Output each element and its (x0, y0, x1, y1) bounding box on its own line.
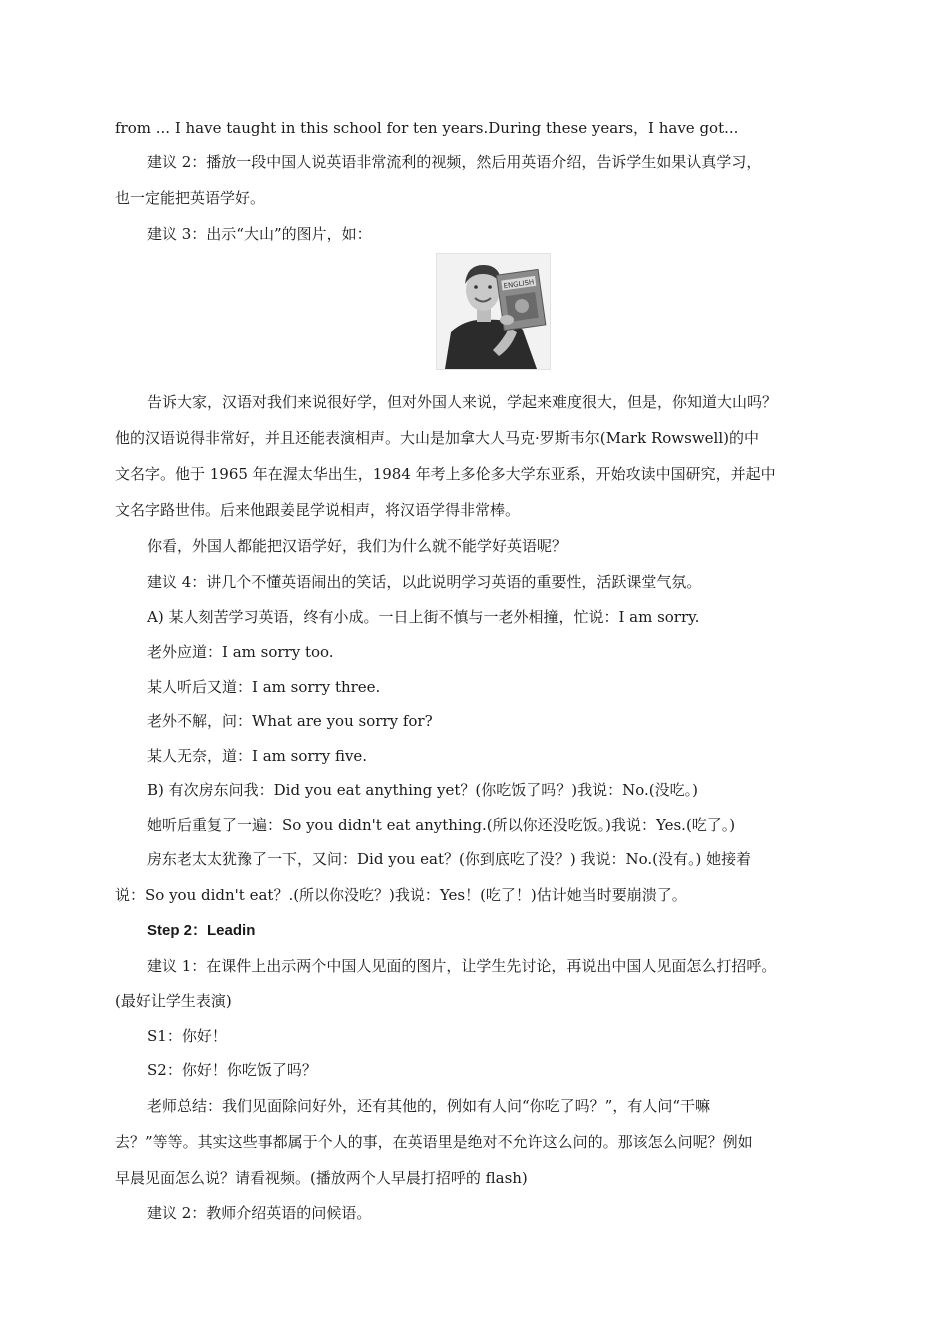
text-line-9: 你看，外国人都能把汉语学好，我们为什么就不能学好英语呢？ (147, 537, 568, 555)
text-line-4: 建议 3：出示“大山”的图片，如： (147, 225, 372, 243)
text-line-7: 文名字。他于 1965 年在渥太华出生，1984 年考上多伦多大学东亚系，开始攻读中国研究，并起中 (115, 465, 776, 483)
text-line-6: 他的汉语说得非常好，并且还能表演相声。大山是加拿大人马克·罗斯韦尔(Mark Rowswell)的中 (115, 429, 759, 447)
text-line-13: 某人听后又道：I am sorry three. (147, 678, 381, 696)
text-line-8: 文名字路世伟。后来他跟姜昆学说相声，将汉语学得非常棒。 (115, 501, 521, 519)
text-line-18: 房东老太太犹豫了一下，又问：Did you eat？(你到底吃了没？) 我说：No.(没有。) 她接着 (147, 850, 752, 868)
text-line-10: 建议 4：讲几个不懂英语闹出的笑话，以此说明学习英语的重要性，活跃课堂气氛。 (147, 573, 702, 591)
text-line-25: 老师总结：我们见面除问好外，还有其他的，例如有人问“你吃了吗？”，有人问“干嘛 (147, 1097, 711, 1115)
text-line-14: 老外不解，问：What are you sorry for? (147, 712, 433, 730)
text-line-11: A) 某人刻苦学习英语，终有小成。一日上街不慎与一老外相撞，忙说：I am sorry. (147, 608, 700, 626)
text-line-3: 也一定能把英语学好。 (115, 189, 266, 207)
text-line-24: S2：你好！你吃饭了吗？ (147, 1061, 317, 1079)
person-holding-book-illustration (437, 254, 550, 369)
text-line-23: S1：你好！ (147, 1027, 227, 1045)
book-title-text: ENGLISH (503, 278, 535, 291)
text-line-2: 建议 2：播放一段中国人说英语非常流利的视频，然后用英语介绍，告诉学生如果认真学习， (147, 153, 762, 171)
text-line-15: 某人无奈，道：I am sorry five. (147, 747, 368, 765)
text-line-17: 她听后重复了一遍：So you didn't eat anything.(所以你还没吃饭。)我说：Yes.(吃了。) (147, 816, 736, 834)
text-line-1: from ... I have taught in this school for ten years.During these years，I have got... (115, 119, 739, 137)
text-line-19: 说：So you didn't eat？.(所以你没吃？)我说：Yes！(吃了！)估计她当时要崩溃了。 (115, 886, 687, 904)
text-line-12: 老外应道：I am sorry too. (147, 643, 334, 661)
text-line-21: 建议 1：在课件上出示两个中国人见面的图片，让学生先讨论，再说出中国人见面怎么打招呼。 (147, 957, 777, 975)
text-line-16: B) 有次房东问我：Did you eat anything yet？(你吃饭了吗？)我说：No.(没吃。) (147, 781, 698, 799)
text-line-22: (最好让学生表演) (115, 992, 232, 1010)
text-line-5: 告诉大家，汉语对我们来说很好学，但对外国人来说，学起来难度很大，但是，你知道大山吗？ (147, 393, 778, 411)
section-heading-step-2: Step 2：Leadin (147, 922, 256, 939)
text-line-27: 早晨见面怎么说？请看视频。(播放两个人早晨打招呼的 flash) (115, 1169, 528, 1187)
dashan-photo (436, 253, 551, 370)
text-line-26: 去？”等等。其实这些事都属于个人的事，在英语里是绝对不允许这么问的。那该怎么问呢？例如 (115, 1133, 753, 1151)
text-line-28: 建议 2：教师介绍英语的问候语。 (147, 1204, 372, 1222)
